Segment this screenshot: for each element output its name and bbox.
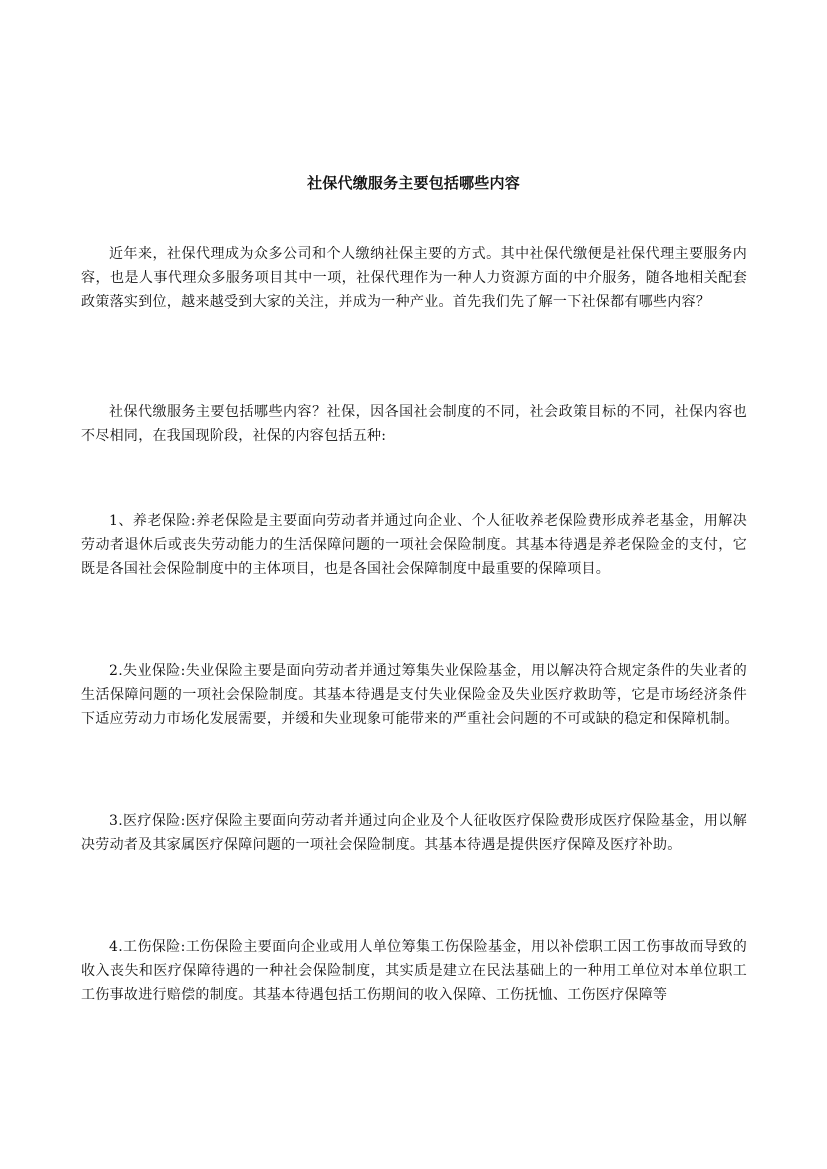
paragraph-medical-insurance: 3.医疗保险:医疗保险主要面向劳动者并通过向企业及个人征收医疗保险费形成医疗保险基金，用以解决劳动者及其家属医疗保障问题的一项社会保险制度。其基本待遇是提供医疗保障及医疗补助。 bbox=[81, 813, 747, 853]
paragraph-overview: 社保代缴服务主要包括哪些内容？社保，因各国社会制度的不同，社会政策目标的不同，社保内容也不尽相同，在我国现阶段，社保的内容包括五种: bbox=[81, 404, 747, 444]
document-title: 社保代缴服务主要包括哪些内容 bbox=[307, 174, 520, 192]
paragraph-intro: 近年来，社保代理成为众多公司和个人缴纳社保主要的方式。其中社保代缴便是社保代理主要服务内容，也是人事代理众多服务项目其中一项，社保代理作为一种人力资源方面的中介服务，随各地相关配套政策落实到位，越来越受到大家的关注，并成为一种产业。首先我们先了解一下社保都有哪些内容？ bbox=[81, 246, 747, 310]
paragraph-pension-insurance: 1、养老保险:养老保险是主要面向劳动者并通过向企业、个人征收养老保险费形成养老基金，用解决劳动者退休后或丧失劳动能力的生活保障问题的一项社会保险制度。其基本待遇是养老保险金的支付，它既是各国社会保险制度中的主体项目，也是各国社会保障制度中最重要的保障项目。 bbox=[81, 513, 747, 577]
paragraph-work-injury-insurance: 4.工伤保险:工伤保险主要面向企业或用人单位筹集工伤保险基金，用以补偿职工因工伤事故而导致的收入丧失和医疗保障待遇的一种社会保险制度，其实质是建立在民法基础上的一种用工单位对本单位职工工伤事故进行赔偿的制度。其基本待遇包括工伤期间的收入保障、工伤抚恤、工伤医疗保障等 bbox=[81, 939, 747, 1003]
paragraph-unemployment-insurance: 2.失业保险:失业保险主要是面向劳动者并通过筹集失业保险基金，用以解决符合规定条件的失业者的生活保障问题的一项社会保险制度。其基本待遇是支付失业保险金及失业医疗救助等，它是市场经济条件下适应劳动力市场化发展需要，并缓和失业现象可能带来的严重社会问题的不可或缺的稳定和保障机制。 bbox=[81, 663, 747, 727]
